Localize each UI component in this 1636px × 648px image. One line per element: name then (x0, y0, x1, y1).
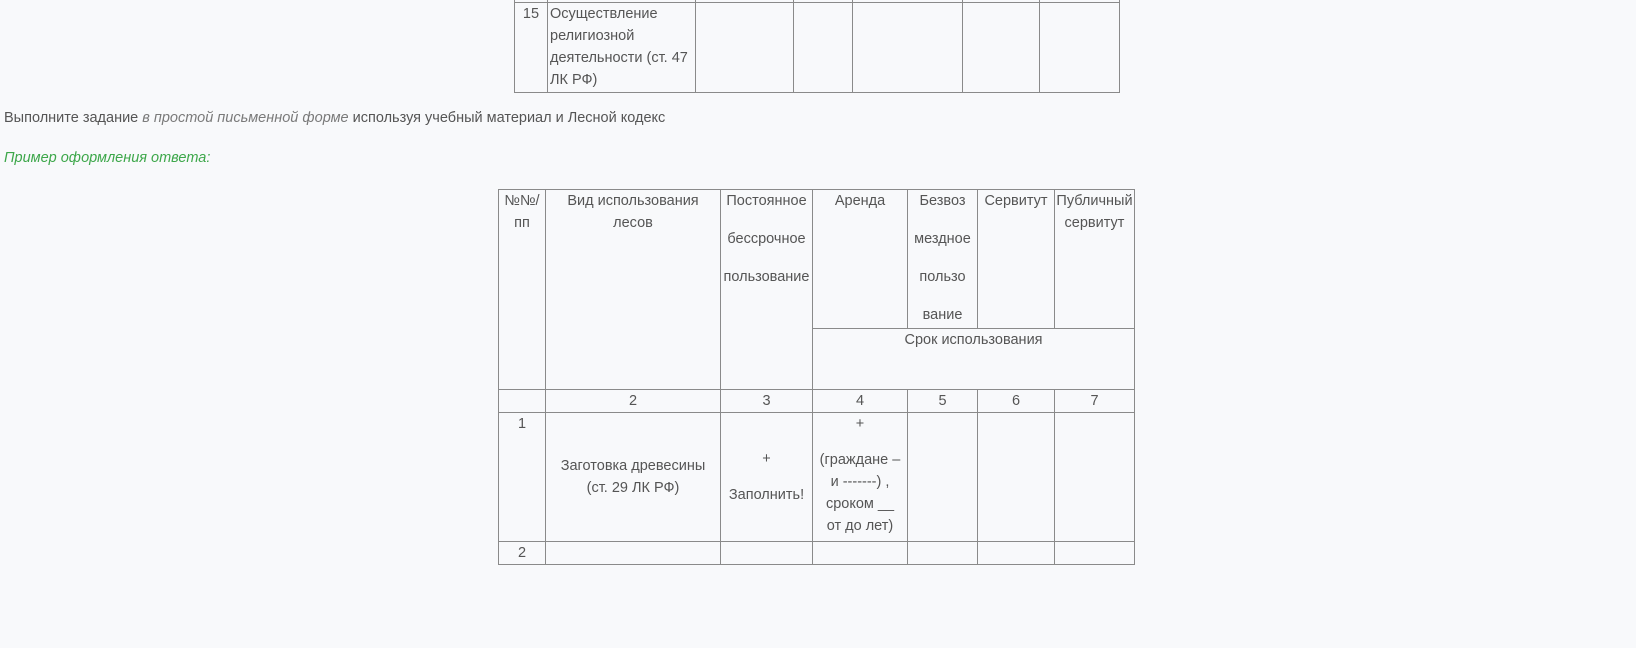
row-number: 2 (499, 542, 546, 565)
example-answer-table (498, 189, 1135, 565)
column-number-row (499, 390, 1135, 413)
instruction-emphasis: в простой письменной форме (142, 110, 349, 126)
header-term: Срок использования (813, 329, 1135, 390)
table-row (499, 542, 1135, 565)
row-number: 1 (499, 413, 546, 542)
row-number: 15 (515, 3, 548, 93)
column-number: 6 (978, 390, 1055, 413)
header-public-servitude: Публичный сервитут (1055, 190, 1135, 329)
column-number: 5 (908, 390, 978, 413)
header-permanent-use: Постоянное бессрочное пользование (721, 190, 813, 390)
table-row (499, 413, 1135, 542)
instruction-text: Выполните задание в простой письменной форме используя учебный материал и Лесной кодекс (4, 110, 666, 126)
example-label: Пример оформления ответа: (4, 150, 211, 166)
column-number: 2 (546, 390, 721, 413)
header-num: №№/ пп (499, 190, 546, 390)
column-number: 7 (1055, 390, 1135, 413)
column-number: 3 (721, 390, 813, 413)
column-number: 4 (813, 390, 908, 413)
header-servitude: Сервитут (978, 190, 1055, 329)
row-use-type: Осуществление религиозной деятельности (ст. 47 ЛК РФ) (548, 3, 696, 93)
header-row (499, 190, 1135, 329)
table-row (515, 3, 1120, 93)
header-rent: Аренда (813, 190, 908, 329)
row-permanent-use: + Заполнить! (721, 413, 813, 542)
row-rent: + (граждане – и -------) , сроком __ от до лет) (813, 413, 908, 542)
row-use-type: Заготовка древесины (ст. 29 ЛК РФ) (546, 413, 721, 542)
column-number (499, 390, 546, 413)
header-use-type: Вид использования лесов (546, 190, 721, 390)
forest-use-table-partial (514, 0, 1120, 93)
header-free-use: Безвоз мездное пользо вание (908, 190, 978, 329)
